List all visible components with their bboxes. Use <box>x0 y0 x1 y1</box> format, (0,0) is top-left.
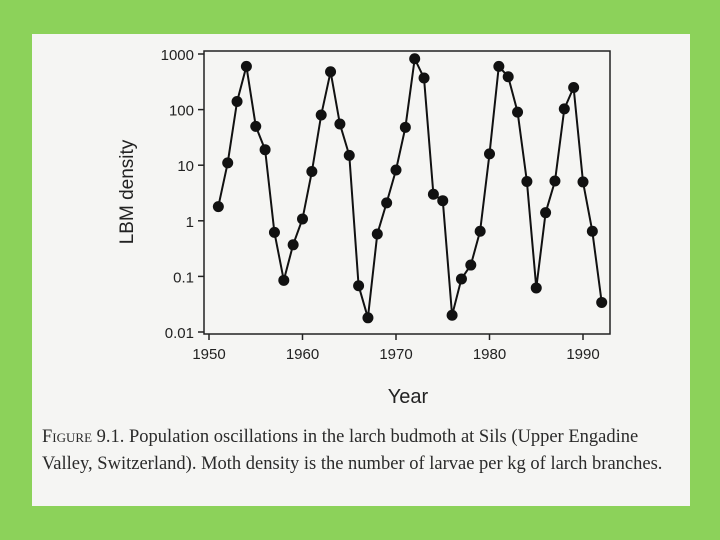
x-tick-label: 1950 <box>192 346 226 363</box>
data-point <box>419 73 430 84</box>
data-point <box>334 119 345 130</box>
data-point <box>297 213 308 224</box>
data-point <box>475 226 486 237</box>
x-tick-label: 1970 <box>379 346 413 363</box>
data-point <box>531 282 542 293</box>
x-tick-label: 1960 <box>285 346 320 363</box>
data-point <box>316 109 327 120</box>
data-point <box>288 239 299 250</box>
y-tick-label: 1000 <box>160 47 194 64</box>
series-line <box>218 59 601 318</box>
data-point <box>344 150 355 161</box>
data-point <box>306 166 317 177</box>
data-point <box>381 197 392 208</box>
y-tick-label: 0.1 <box>173 269 194 287</box>
data-point <box>372 228 383 239</box>
data-point <box>493 61 504 72</box>
data-point <box>521 176 532 187</box>
data-point <box>540 207 551 218</box>
data-point <box>484 148 495 159</box>
data-point <box>325 66 336 77</box>
y-tick-label: 0.01 <box>164 325 194 342</box>
data-point <box>409 53 420 64</box>
data-point <box>587 226 598 237</box>
y-tick-label: 100 <box>168 102 194 120</box>
data-point <box>362 312 373 323</box>
data-point <box>260 144 271 155</box>
data-point <box>222 157 233 168</box>
plot-frame <box>204 51 610 334</box>
data-point <box>232 96 243 107</box>
data-point <box>278 275 289 286</box>
data-point <box>578 176 589 187</box>
x-tick-label: 1990 <box>566 346 600 363</box>
data-point <box>559 103 570 114</box>
data-point <box>213 201 224 212</box>
data-point <box>549 175 560 186</box>
y-axis-label: LBM density <box>117 139 138 245</box>
data-point <box>269 227 280 238</box>
y-tick-label: 10 <box>177 158 194 176</box>
y-tick-label: 1 <box>185 213 194 231</box>
data-point <box>456 273 467 284</box>
data-point <box>447 310 458 321</box>
figure-caption <box>42 424 682 478</box>
data-point <box>512 107 523 118</box>
x-tick-label: 1980 <box>472 346 507 363</box>
data-point <box>437 195 448 206</box>
data-point <box>241 61 252 72</box>
data-point <box>568 82 579 93</box>
caption-text: Population oscillations in the larch budmoth at Sils (Upper Engadine Valley, Switzerland). Moth density is the number of larvae per kg of larch branches. <box>42 427 663 474</box>
line-chart <box>32 34 690 419</box>
data-point <box>596 297 607 308</box>
data-point <box>503 71 514 82</box>
data-point <box>428 189 439 200</box>
data-point <box>353 280 364 291</box>
figure-page <box>32 34 690 506</box>
caption-figure-label: Figure 9.1. <box>42 427 125 447</box>
x-axis-label: Year <box>387 386 429 408</box>
data-point <box>400 122 411 133</box>
data-point <box>391 164 402 175</box>
data-point <box>250 121 261 132</box>
data-point <box>465 260 476 271</box>
